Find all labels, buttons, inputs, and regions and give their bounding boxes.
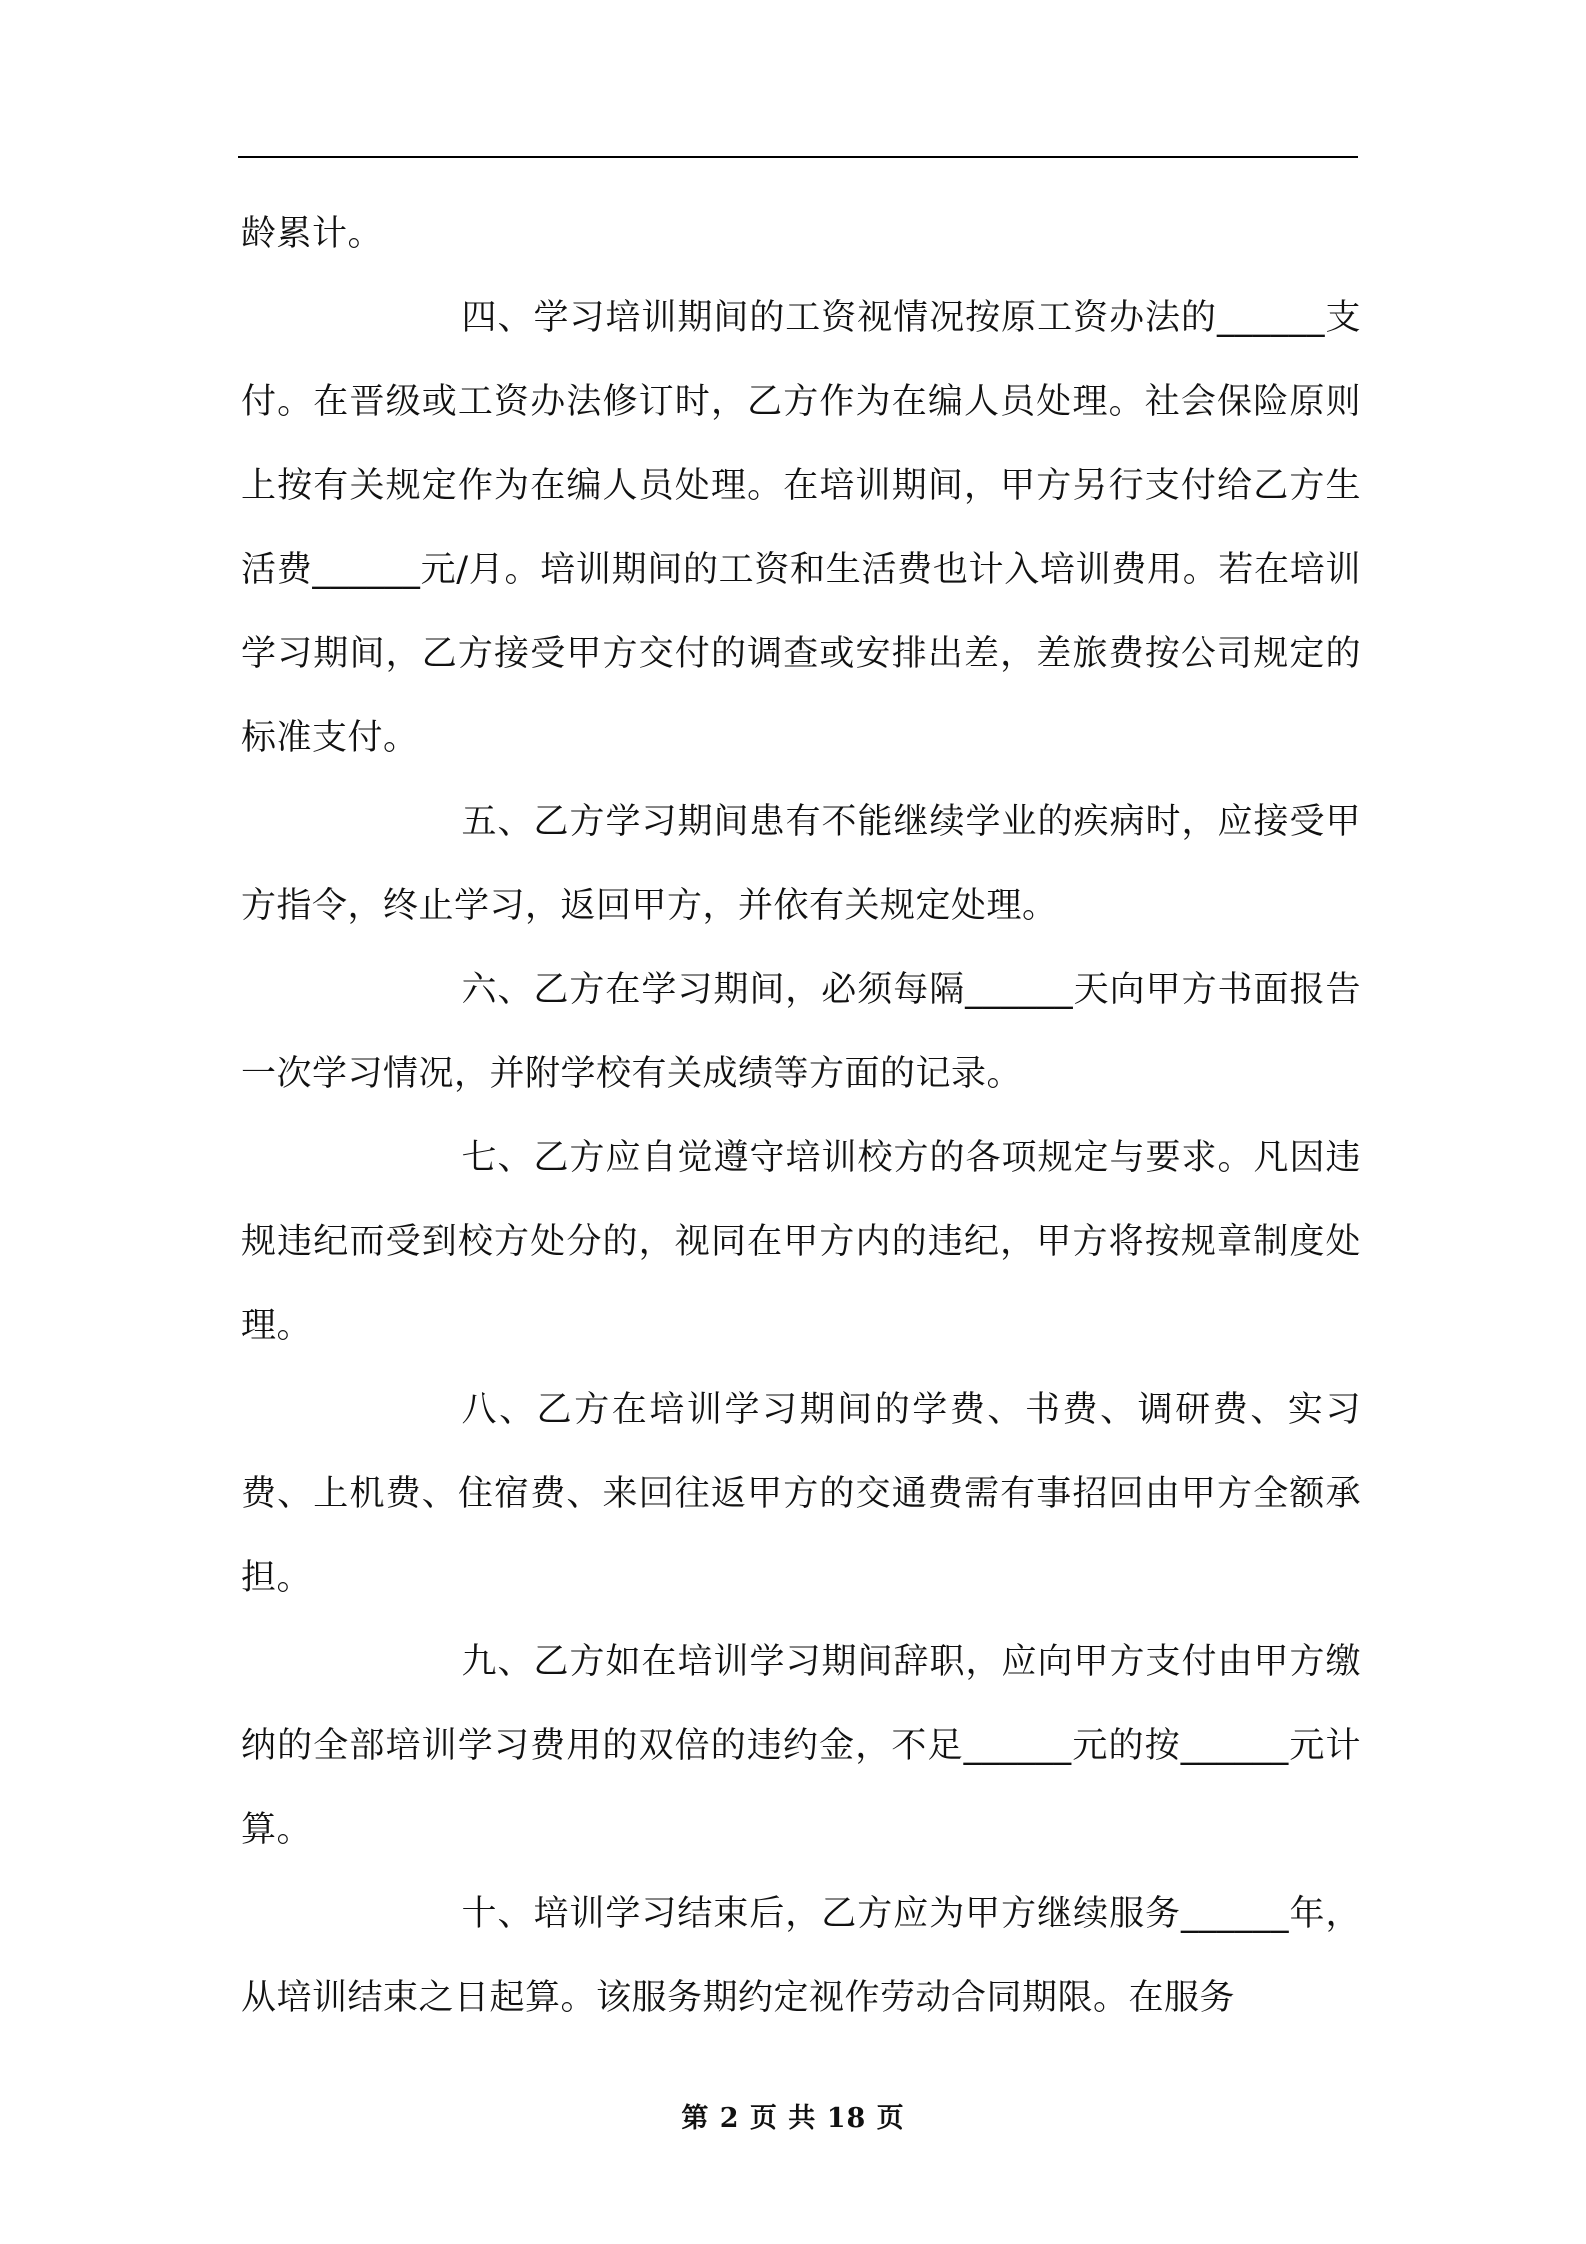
paragraph-continuation: 龄累计。 — [241, 214, 384, 254]
clause-7-paragraph: 七、乙方应自觉遵守培训校方的各项规定与要求。凡因违规违纪而受到校方处分的，视同在甲方内的违纪，甲方将按规章制度处理。 — [241, 1138, 1361, 1346]
header-rule — [238, 156, 1358, 158]
clause-10-paragraph: 十、培训学习结束后，乙方应为甲方继续服务______年，从培训结束之日起算。该服务期约定视作劳动合同期限。在服务 — [241, 1894, 1361, 2018]
clause-6-paragraph: 六、乙方在学习期间，必须每隔______天向甲方书面报告一次学习情况，并附学校有关成绩等方面的记录。 — [241, 970, 1361, 1094]
page-number-footer: 第 2 页 共 18 页 — [681, 2103, 905, 2134]
clause-4-paragraph: 四、学习培训期间的工资视情况按原工资办法的______支付。在晋级或工资办法修订时，乙方作为在编人员处理。社会保险原则上按有关规定作为在编人员处理。在培训期间，甲方另行支付给乙方生活费______元/月。培训期间的工资和生活费也计入培训费用。若在培训学习期间，乙方接受甲方交付的调查或安排出差，差旅费按公司规定的标准支付。 — [241, 298, 1361, 758]
clause-5-paragraph: 五、乙方学习期间患有不能继续学业的疾病时，应接受甲方指令，终止学习，返回甲方，并依有关规定处理。 — [241, 802, 1361, 926]
document-body — [241, 192, 1361, 2040]
clause-8-paragraph: 八、乙方在培训学习期间的学费、书费、调研费、实习费、上机费、住宿费、来回往返甲方的交通费需有事招回由甲方全额承担。 — [241, 1390, 1361, 1598]
clause-9-paragraph: 九、乙方如在培训学习期间辞职，应向甲方支付由甲方缴纳的全部培训学习费用的双倍的违约金，不足______元的按______元计算。 — [241, 1642, 1361, 1850]
